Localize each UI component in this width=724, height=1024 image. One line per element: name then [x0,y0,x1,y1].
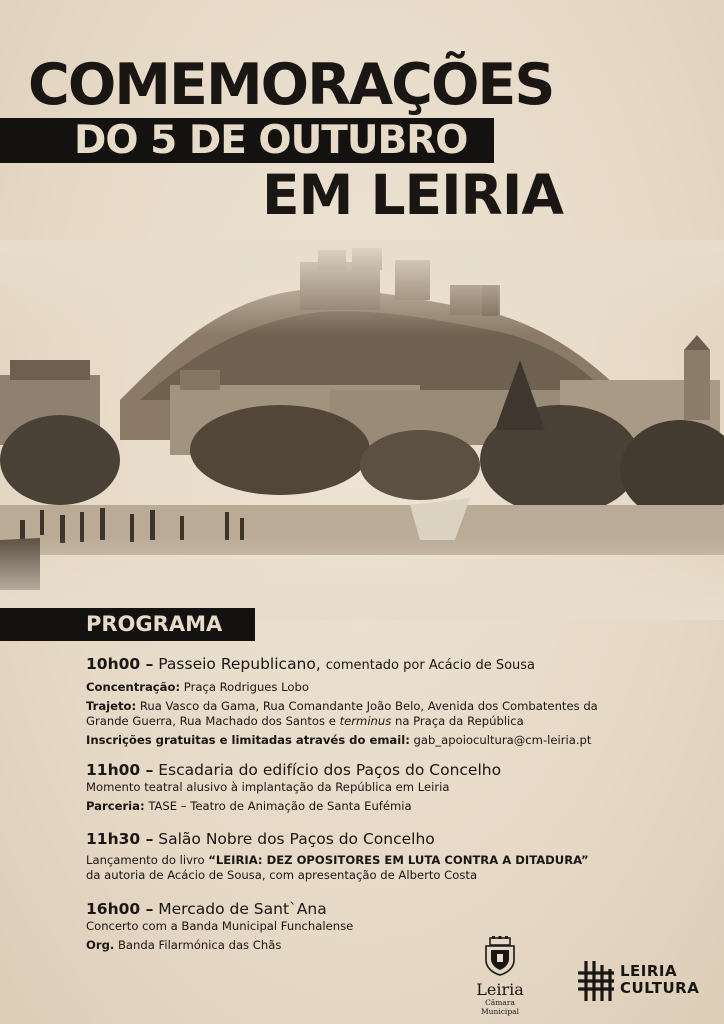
event-4-title: Mercado de Sant`Ana [158,900,327,918]
title-line-2: DO 5 DE OUTUBRO [74,118,468,163]
event-1-line-3-text-after: na Praça da República [394,714,524,728]
event-3-title: Salão Nobre dos Paços do Concelho [158,830,435,848]
title-line-3: EM LEIRIA [262,163,563,227]
coat-of-arms-icon [480,936,520,976]
event-4 [86,899,684,953]
event-4-line-2-key: Org. [86,938,115,952]
municipal-name: Leiria [476,980,524,999]
event-3-line-2 [86,868,684,883]
event-2-time: 11h00 – [86,761,154,779]
event-3-time: 11h30 – [86,830,154,848]
event-4-line-2-text: Banda Filarmónica das Chãs [117,938,282,952]
program-label: PROGRAMA [86,612,223,636]
camara-municipal-logo [468,936,532,1016]
municipal-sub: Câmara Municipal [480,998,519,1016]
event-2-line-2-text: TASE – Teatro de Animação de Santa Eufémia [148,799,412,813]
event-1-line-1-key: Concentração: [86,680,181,694]
event-1-line-2-text: Rua Vasco da Gama, Rua Comandante João Belo, Avenida dos Combatentes da [139,699,598,713]
event-2-line-2-key: Parceria: [86,799,145,813]
event-3-line-1 [86,853,684,868]
event-4-line-2 [86,938,684,953]
event-2-line-2 [86,799,684,814]
event-1-title-extra: comentado por Acácio de Sousa [325,658,536,673]
event-2-title: Escadaria do edifício dos Paços do Concelho [158,761,502,779]
event-3-head [86,829,684,849]
event-1-email[interactable]: gab_apoiocultura@cm-leiria.pt [413,733,592,747]
event-1-line-3-italic: terminus [339,714,392,728]
historic-photo-leiria-castle [0,240,724,620]
leiria-cultura-logo [576,955,706,1005]
event-4-head [86,899,684,919]
event-1-line-4-key: Inscrições gratuitas e limitadas através do email: [86,733,410,747]
event-1-line-1 [86,680,684,695]
event-1-line-4 [86,733,684,748]
event-4-line-1 [86,919,684,934]
event-1 [86,654,684,748]
title-line-1: COMEMORAÇÕES [28,52,554,118]
event-4-line-1-text: Concerto com a Banda Municipal Funchalense [86,919,354,933]
event-2-line-1 [86,780,684,795]
event-1-line-1-text: Praça Rodrigues Lobo [183,680,309,694]
event-4-time: 16h00 – [86,900,154,918]
event-3-line-1-text: Lançamento do livro [86,853,205,867]
cultura-line-2: CULTURA [620,979,700,997]
event-1-title: Passeio Republicano, [158,655,321,673]
event-3-line-2-text: da autoria de Acácio de Sousa, com apresentação de Alberto Costa [86,868,478,882]
leiria-cultura-mark-icon [576,955,616,1005]
event-2 [86,760,684,814]
event-3 [86,829,684,883]
event-1-line-3-text: Grande Guerra, Rua Machado dos Santos e [86,714,336,728]
event-1-line-3 [86,714,684,729]
event-2-line-1-text: Momento teatral alusivo à implantação da República em Leiria [86,780,450,794]
event-3-book-title: “LEIRIA: DEZ OPOSITORES EM LUTA CONTRA A DITADURA” [208,853,589,867]
cultura-line-1: LEIRIA [620,962,678,980]
event-1-head [86,654,684,676]
event-2-head [86,760,684,780]
event-1-line-2 [86,699,684,714]
event-1-line-2-key: Trajeto: [86,699,137,713]
event-1-time: 10h00 – [86,655,154,673]
cultura-wordmark [620,963,699,997]
